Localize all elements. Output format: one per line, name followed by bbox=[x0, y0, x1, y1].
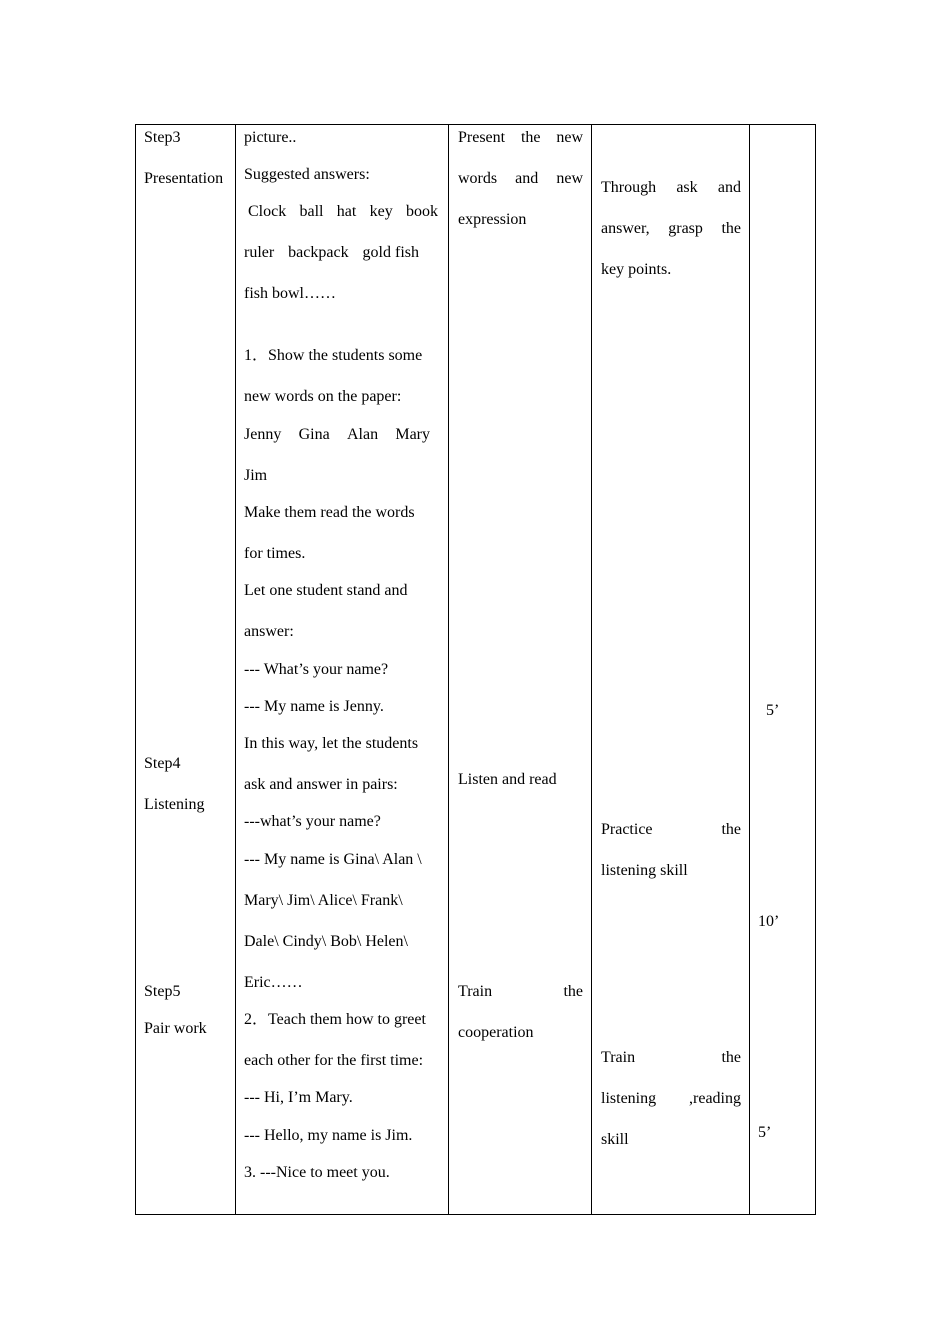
content-line: fish bowl…… bbox=[244, 285, 336, 302]
name-word: Mary bbox=[395, 426, 430, 443]
activity-word: the bbox=[563, 983, 583, 1000]
purpose-line bbox=[601, 1089, 741, 1109]
purpose-line bbox=[601, 178, 741, 198]
activity-word: new bbox=[556, 170, 583, 187]
content-line: each other for the first time: bbox=[244, 1052, 424, 1069]
step4-label: Step4 bbox=[144, 755, 181, 772]
purpose-word: ask bbox=[676, 179, 698, 196]
purpose-word: Through bbox=[601, 179, 657, 196]
content-line: In this way, let the students bbox=[244, 735, 419, 752]
activity-word: the bbox=[520, 129, 541, 146]
vocab-word: ruler bbox=[244, 244, 275, 261]
content-line: ask and answer in pairs: bbox=[244, 776, 398, 793]
column-divider bbox=[448, 124, 449, 1215]
purpose-line bbox=[601, 820, 741, 840]
vocab-word: key bbox=[369, 203, 393, 220]
step3-label: Step3 bbox=[144, 129, 181, 146]
content-line: Jim bbox=[244, 467, 268, 484]
time-value: 5’ bbox=[766, 702, 780, 719]
vocab-word: gold fish bbox=[362, 244, 419, 261]
content-line: Let one student stand and bbox=[244, 582, 408, 599]
activity-word: and bbox=[515, 170, 539, 187]
content-line: 2．Teach them how to greet bbox=[244, 1011, 426, 1028]
purpose-word: answer, bbox=[601, 220, 650, 237]
column-divider bbox=[749, 124, 750, 1215]
content-line: ---what’s your name? bbox=[244, 813, 381, 830]
column-divider bbox=[591, 124, 592, 1215]
purpose-word: grasp bbox=[668, 220, 703, 237]
activity-word: words bbox=[458, 170, 498, 187]
content-line: Mary\ Jim\ Alice\ Frank\ bbox=[244, 892, 403, 909]
name-word: Jenny bbox=[244, 426, 282, 443]
activity-word: Present bbox=[458, 129, 506, 146]
content-line: picture.. bbox=[244, 129, 297, 146]
content-line bbox=[244, 425, 430, 445]
content-line: Suggested answers: bbox=[244, 166, 370, 183]
activity-line bbox=[458, 982, 583, 1002]
purpose-word: Practice bbox=[601, 821, 653, 838]
content-line: new words on the paper: bbox=[244, 388, 402, 405]
step4-name: Listening bbox=[144, 796, 205, 813]
step5-name: Pair work bbox=[144, 1020, 207, 1037]
purpose-line: skill bbox=[601, 1131, 629, 1148]
purpose-line bbox=[601, 219, 741, 239]
content-line: 3. ---Nice to meet you. bbox=[244, 1164, 390, 1181]
content-line: --- My name is Jenny. bbox=[244, 698, 384, 715]
activity-line bbox=[458, 169, 583, 189]
activity-word: new bbox=[556, 129, 583, 146]
name-word: Alan bbox=[346, 426, 379, 443]
content-line: for times. bbox=[244, 545, 306, 562]
time-value: 5’ bbox=[758, 1124, 772, 1141]
purpose-word: the bbox=[721, 1049, 741, 1066]
purpose-line: listening skill bbox=[601, 862, 688, 879]
purpose-word: the bbox=[721, 821, 741, 838]
content-line: Eric…… bbox=[244, 974, 303, 991]
purpose-line bbox=[601, 1048, 741, 1068]
content-line: --- My name is Gina\ Alan \ bbox=[244, 851, 422, 868]
content-line: Dale\ Cindy\ Bob\ Helen\ bbox=[244, 933, 408, 950]
activity-line: cooperation bbox=[458, 1024, 534, 1041]
vocab-word: backpack bbox=[288, 244, 349, 261]
content-line: --- What’s your name? bbox=[244, 661, 389, 678]
activity-listen-read: Listen and read bbox=[458, 771, 557, 788]
activity-line bbox=[458, 128, 583, 148]
step3-name: Presentation bbox=[144, 170, 224, 187]
time-value: 10’ bbox=[758, 913, 780, 930]
purpose-word: listening bbox=[601, 1090, 657, 1107]
vocab-word: hat bbox=[336, 203, 357, 220]
vocab-word: Clock bbox=[248, 203, 287, 220]
vocab-word: book bbox=[406, 203, 438, 220]
content-line: Make them read the words bbox=[244, 504, 415, 521]
purpose-word: Train bbox=[601, 1049, 636, 1066]
column-divider bbox=[235, 124, 236, 1215]
content-line: --- Hi, I’m Mary. bbox=[244, 1089, 353, 1106]
purpose-word: ,reading bbox=[689, 1090, 741, 1107]
purpose-word: and bbox=[717, 179, 741, 196]
activity-word: Train bbox=[458, 983, 493, 1000]
step5-label: Step5 bbox=[144, 983, 181, 1000]
vocab-word: ball bbox=[299, 203, 324, 220]
content-line: --- Hello, my name is Jim. bbox=[244, 1127, 413, 1144]
content-line bbox=[244, 243, 419, 263]
content-line bbox=[248, 202, 438, 222]
content-line: 1．Show the students some bbox=[244, 347, 423, 364]
name-word: Gina bbox=[298, 426, 330, 443]
activity-line: expression bbox=[458, 211, 527, 228]
purpose-word: the bbox=[721, 220, 741, 237]
purpose-line: key points. bbox=[601, 261, 672, 278]
content-line: answer: bbox=[244, 623, 294, 640]
